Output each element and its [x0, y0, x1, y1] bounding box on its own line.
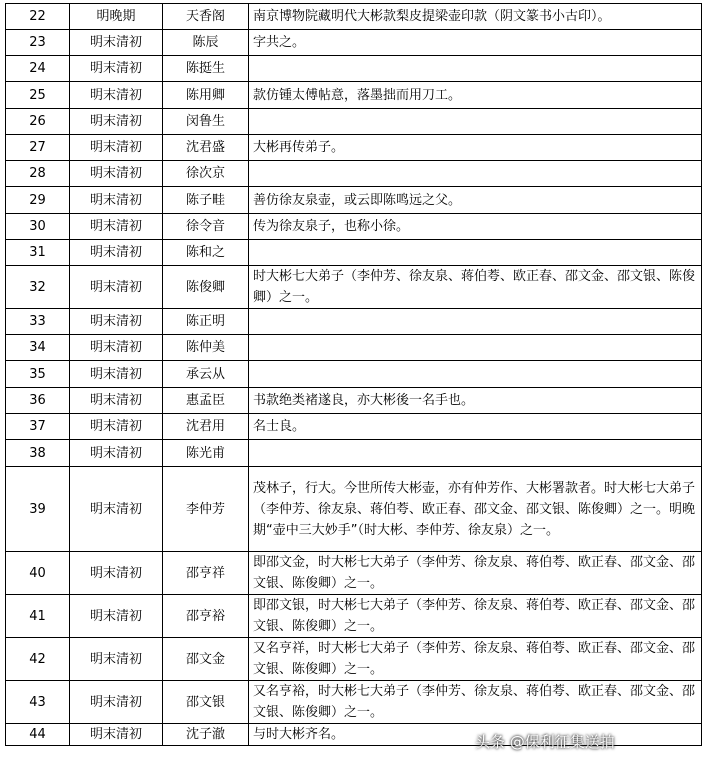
row-note: 即邵文银，时大彬七大弟子（李仲芳、徐友泉、蒋伯荂、欧正春、邵文金、邵文银、陈俊卿）之一。 [249, 595, 702, 638]
table-row [6, 552, 702, 595]
table-row [6, 309, 702, 335]
row-note: 与时大彬齐名。 [249, 724, 702, 746]
table-row [6, 414, 702, 440]
row-era: 明末清初 [70, 309, 163, 335]
table-row [6, 335, 702, 361]
row-potter-name: 陈挺生 [163, 56, 249, 82]
row-note: 传为徐友泉子，也称小徐。 [249, 214, 702, 240]
table-row [6, 681, 702, 724]
row-note [249, 161, 702, 187]
table-row [6, 4, 702, 30]
row-potter-name: 陈和之 [163, 240, 249, 266]
table-row [6, 161, 702, 187]
table-row [6, 214, 702, 240]
row-potter-name: 李仲芳 [163, 467, 249, 552]
row-note: 时大彬七大弟子（李仲芳、徐友泉、蒋伯荂、欧正春、邵文金、邵文银、陈俊卿）之一。 [249, 266, 702, 309]
row-number: 30 [6, 214, 70, 240]
row-era: 明末清初 [70, 467, 163, 552]
row-era: 明末清初 [70, 109, 163, 135]
row-note: 南京博物院藏明代大彬款梨皮提梁壶印款（阴文篆书小古印）。 [249, 4, 702, 30]
row-potter-name: 邵文金 [163, 638, 249, 681]
row-number: 40 [6, 552, 70, 595]
potters-table-body [6, 4, 702, 746]
row-potter-name: 陈辰 [163, 30, 249, 56]
row-potter-name: 陈正明 [163, 309, 249, 335]
table-row [6, 135, 702, 161]
row-era: 明末清初 [70, 388, 163, 414]
row-note [249, 440, 702, 467]
row-number: 29 [6, 187, 70, 214]
row-era: 明末清初 [70, 361, 163, 388]
row-potter-name: 沈君盛 [163, 135, 249, 161]
row-potter-name: 邵文银 [163, 681, 249, 724]
row-potter-name: 邵亨祥 [163, 552, 249, 595]
row-note [249, 309, 702, 335]
table-row [6, 266, 702, 309]
row-era: 明末清初 [70, 161, 163, 187]
table-row [6, 361, 702, 388]
row-number: 27 [6, 135, 70, 161]
row-number: 23 [6, 30, 70, 56]
row-era: 明末清初 [70, 82, 163, 109]
potters-table [5, 3, 702, 746]
row-number: 22 [6, 4, 70, 30]
row-potter-name: 邵亨裕 [163, 595, 249, 638]
row-note [249, 56, 702, 82]
row-note: 茂林子，行大。今世所传大彬壶，亦有仲芳作、大彬署款者。时大彬七大弟子（李仲芳、徐友泉、蒋伯荂、欧正春、邵文金、邵文银、陈俊卿）之一。明晚期“壶中三大妙手”（时大彬、李仲芳、徐友泉）之一。 [249, 467, 702, 552]
table-row [6, 638, 702, 681]
row-number: 35 [6, 361, 70, 388]
row-number: 24 [6, 56, 70, 82]
row-era: 明末清初 [70, 240, 163, 266]
table-row [6, 30, 702, 56]
row-note: 即邵文金，时大彬七大弟子（李仲芳、徐友泉、蒋伯荂、欧正春、邵文金、邵文银、陈俊卿）之一。 [249, 552, 702, 595]
table-row [6, 56, 702, 82]
row-era: 明末清初 [70, 187, 163, 214]
watermark [475, 728, 615, 754]
row-number: 42 [6, 638, 70, 681]
row-potter-name: 陈光甫 [163, 440, 249, 467]
row-era: 明末清初 [70, 135, 163, 161]
row-note [249, 361, 702, 388]
row-era: 明末清初 [70, 552, 163, 595]
row-number: 38 [6, 440, 70, 467]
row-number: 44 [6, 724, 70, 746]
table-row [6, 467, 702, 552]
row-number: 43 [6, 681, 70, 724]
watermark-text: 头条 @保利征集送拍 [475, 732, 615, 751]
row-note: 字共之。 [249, 30, 702, 56]
row-number: 34 [6, 335, 70, 361]
row-note: 款仿锺太傅帖意，落墨拙而用刀工。 [249, 82, 702, 109]
row-potter-name: 徐令音 [163, 214, 249, 240]
table-row [6, 187, 702, 214]
row-era: 明末清初 [70, 638, 163, 681]
row-potter-name: 沈君用 [163, 414, 249, 440]
table-row [6, 440, 702, 467]
row-potter-name: 陈仲美 [163, 335, 249, 361]
row-potter-name: 惠孟臣 [163, 388, 249, 414]
row-note: 又名亨祥，时大彬七大弟子（李仲芳、徐友泉、蒋伯荂、欧正春、邵文金、邵文银、陈俊卿）之一。 [249, 638, 702, 681]
row-era: 明末清初 [70, 30, 163, 56]
row-note [249, 335, 702, 361]
row-era: 明末清初 [70, 335, 163, 361]
table-row [6, 82, 702, 109]
row-number: 36 [6, 388, 70, 414]
row-number: 31 [6, 240, 70, 266]
row-number: 25 [6, 82, 70, 109]
row-number: 41 [6, 595, 70, 638]
row-number: 28 [6, 161, 70, 187]
row-era: 明末清初 [70, 681, 163, 724]
table-row [6, 388, 702, 414]
row-era: 明末清初 [70, 266, 163, 309]
row-number: 32 [6, 266, 70, 309]
row-note [249, 109, 702, 135]
row-note: 大彬再传弟子。 [249, 135, 702, 161]
row-potter-name: 陈俊卿 [163, 266, 249, 309]
row-number: 39 [6, 467, 70, 552]
table-row [6, 109, 702, 135]
row-note: 名士良。 [249, 414, 702, 440]
row-era: 明末清初 [70, 414, 163, 440]
row-number: 37 [6, 414, 70, 440]
row-potter-name: 沈子澈 [163, 724, 249, 746]
row-number: 33 [6, 309, 70, 335]
row-potter-name: 陈用卿 [163, 82, 249, 109]
row-era: 明末清初 [70, 724, 163, 746]
row-number: 26 [6, 109, 70, 135]
row-era: 明末清初 [70, 595, 163, 638]
row-note: 又名亨裕，时大彬七大弟子（李仲芳、徐友泉、蒋伯荂、欧正春、邵文金、邵文银、陈俊卿）之一。 [249, 681, 702, 724]
table-row [6, 240, 702, 266]
row-note: 书款绝类褚遂良，亦大彬後一名手也。 [249, 388, 702, 414]
row-era: 明晚期 [70, 4, 163, 30]
row-note [249, 240, 702, 266]
row-note: 善仿徐友泉壶，或云即陈鸣远之父。 [249, 187, 702, 214]
row-potter-name: 天香阁 [163, 4, 249, 30]
table-row [6, 595, 702, 638]
row-potter-name: 陈子畦 [163, 187, 249, 214]
row-era: 明末清初 [70, 56, 163, 82]
row-era: 明末清初 [70, 440, 163, 467]
row-era: 明末清初 [70, 214, 163, 240]
row-potter-name: 徐次京 [163, 161, 249, 187]
row-potter-name: 闵鲁生 [163, 109, 249, 135]
row-potter-name: 承云从 [163, 361, 249, 388]
